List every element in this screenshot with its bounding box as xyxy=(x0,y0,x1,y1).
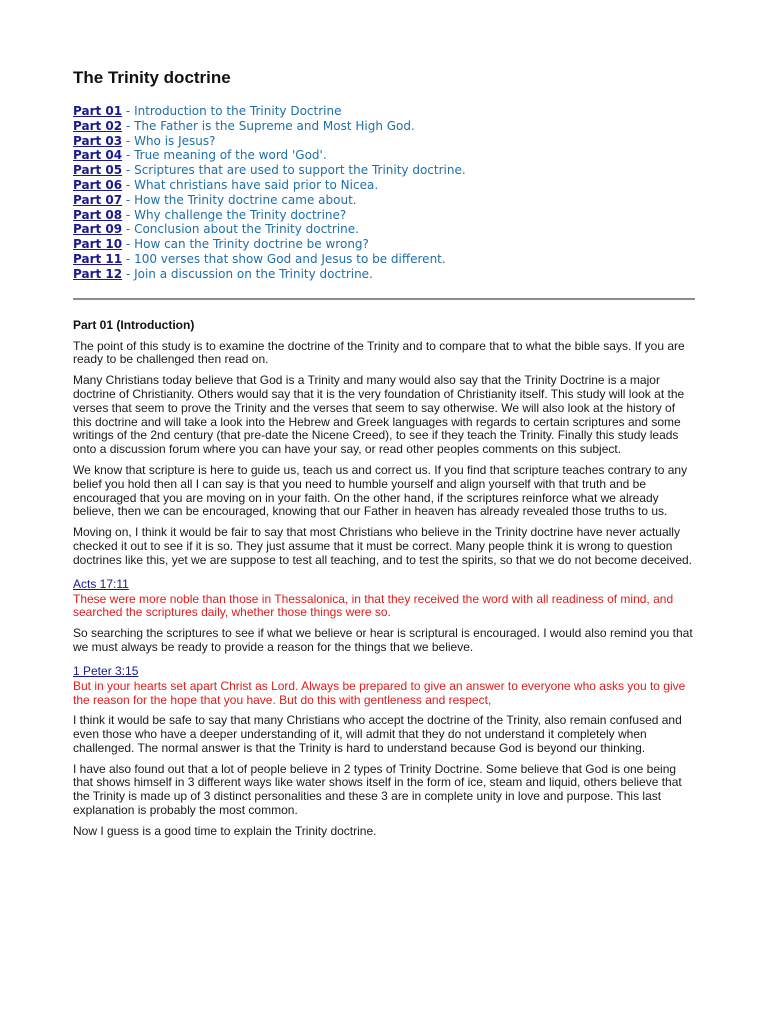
document-page xyxy=(73,66,697,846)
toc-link-part-08[interactable]: Part 08 xyxy=(73,207,123,222)
toc-separator: - xyxy=(122,177,135,192)
toc-link-part-11[interactable]: Part 11 xyxy=(73,251,123,266)
toc-link-part-03[interactable]: Part 03 xyxy=(73,133,123,148)
toc-item-part-12 xyxy=(73,267,697,282)
toc-description: Why challenge the Trinity doctrine? xyxy=(134,207,347,222)
toc-separator: - xyxy=(122,104,135,118)
toc-description: How can the Trinity doctrine be wrong? xyxy=(134,237,369,252)
toc-link-part-04[interactable]: Part 04 xyxy=(73,148,123,163)
scripture-quote-acts xyxy=(73,575,697,621)
paragraph-scripture-guide: We know that scripture is here to guide us, teach us and correct us. If you find that scripture teaches contrary to any belief you hold then all I can say is that you need to humble yourself and align yourself with that truth and be encouraged that you are moving on in your faith. On the other hand, if the scriptures reinforce what we already believe, then we can be encouraged, knowing that our Father in heaven has already revealed those truths to us. xyxy=(73,462,688,519)
toc-description: Who is Jesus? xyxy=(134,133,216,148)
paragraph-trinity-belief: Many Christians today believe that God is a Trinity and many would also say that the Trinity Doctrine is a major doctrine of Christianity. Others would say that it is the very foundation of Christianity itself. This study will look at the verses that seem to prove the Trinity and the verses that seem to say otherwise. We will also look at the history of this doctrine and will take a look into the Hebrew and Greek languages with regards to certain scriptures and some writings of the 2nd century (that pre-date the Nicene Creed), to see if they teach the Trinity. Finally this study leads onto a discussion forum where you can have your say, or read other peoples comments on this subject. xyxy=(73,373,685,457)
toc-separator: - xyxy=(122,222,135,237)
toc-link-part-07[interactable]: Part 07 xyxy=(73,192,123,207)
toc-description: Introduction to the Trinity Doctrine xyxy=(134,104,342,118)
toc-separator: - xyxy=(122,251,135,266)
toc-item-part-04 xyxy=(73,148,697,163)
toc-description: 100 verses that show God and Jesus to be different. xyxy=(134,251,446,266)
section-divider xyxy=(73,298,695,300)
toc-link-part-05[interactable]: Part 05 xyxy=(73,163,123,178)
scripture-quote-text: These were more noble than those in Thessalonica, in that they received the word with all readiness of mind, and searched the scriptures daily, whether those things were so. xyxy=(73,591,674,620)
toc-separator: - xyxy=(122,192,135,207)
toc-link-part-02[interactable]: Part 02 xyxy=(73,118,123,133)
toc-item-part-09 xyxy=(73,222,697,237)
paragraph-confused: I think it would be safe to say that many Christians who accept the doctrine of the Trinity, also remain confused and even those who have a deeper understanding of it, will admit that they do not understand it completely when challenged. The normal answer is that the Trinity is hard to understand because God is beyond our thinking. xyxy=(73,713,682,755)
toc-separator: - xyxy=(122,237,135,252)
table-of-contents xyxy=(73,104,697,282)
toc-item-part-10 xyxy=(73,237,697,252)
toc-link-part-09[interactable]: Part 09 xyxy=(73,222,123,237)
toc-link-part-12[interactable]: Part 12 xyxy=(73,266,123,281)
toc-link-part-01[interactable]: Part 01 xyxy=(73,104,123,118)
toc-separator: - xyxy=(122,207,135,222)
toc-item-part-07 xyxy=(73,193,697,208)
toc-separator: - xyxy=(122,133,135,148)
toc-item-part-03 xyxy=(73,134,697,149)
toc-description: Scriptures that are used to support the Trinity doctrine. xyxy=(134,163,466,178)
toc-separator: - xyxy=(122,148,135,163)
toc-link-part-10[interactable]: Part 10 xyxy=(73,237,123,252)
toc-description: How the Trinity doctrine came about. xyxy=(134,192,357,207)
toc-item-part-01 xyxy=(73,104,697,119)
scripture-quote-peter xyxy=(73,662,697,708)
toc-item-part-08 xyxy=(73,208,697,223)
toc-description: What christians have said prior to Nicea. xyxy=(134,177,379,192)
toc-description: True meaning of the word 'God'. xyxy=(134,148,327,163)
paragraph-moving-on: Moving on, I think it would be fair to say that most Christians who believe in the Trinity doctrine have never actually checked it out to see if it is so. They just assume that it must be correct. Many people think it is wrong to question doctrines like this, yet we are suppose to test all teaching, and to test the spirits, so that we do not become deceived. xyxy=(73,525,693,567)
toc-link-part-06[interactable]: Part 06 xyxy=(73,177,123,192)
toc-separator: - xyxy=(122,118,135,133)
section-heading: Part 01 (Introduction) xyxy=(73,317,195,332)
toc-separator: - xyxy=(122,163,135,178)
toc-item-part-02 xyxy=(73,119,697,134)
paragraph-two-types: I have also found out that a lot of people believe in 2 types of Trinity Doctrine. Some believe that God is one being that shows himself in 3 different ways like water shows itself in the form of ice, steam and liquid, others believe that the Trinity is made up of 3 distinct personalities and these 3 are in complete unity in love and purpose. This last explanation is probably the most common. xyxy=(73,761,682,818)
toc-separator: - xyxy=(122,266,135,281)
toc-description: The Father is the Supreme and Most High God. xyxy=(134,118,415,133)
paragraph-searching: So searching the scriptures to see if what we believe or hear is scriptural is encouraged. I would also remind you that we must always be ready to provide a reason for the things that we believe. xyxy=(73,626,693,654)
toc-item-part-06 xyxy=(73,178,697,193)
toc-description: Conclusion about the Trinity doctrine. xyxy=(134,222,359,237)
scripture-quote-text: But in your hearts set apart Christ as Lord. Always be prepared to give an answer to everyone who asks you to give the reason for the hope that you have. But do this with gentleness and respect, xyxy=(73,678,686,707)
paragraph-intro: The point of this study is to examine the doctrine of the Trinity and to compare that to what the bible says. If you are ready to be challenged then read on. xyxy=(73,338,685,367)
scripture-reference-link[interactable]: 1 Peter 3:15 xyxy=(73,663,139,678)
toc-item-part-11 xyxy=(73,252,697,267)
toc-description: Join a discussion on the Trinity doctrine. xyxy=(134,266,373,281)
scripture-reference-link[interactable]: Acts 17:11 xyxy=(73,576,129,591)
toc-item-part-05 xyxy=(73,163,697,178)
paragraph-explain: Now I guess is a good time to explain the Trinity doctrine. xyxy=(73,823,377,838)
page-title: The Trinity doctrine xyxy=(73,68,231,87)
